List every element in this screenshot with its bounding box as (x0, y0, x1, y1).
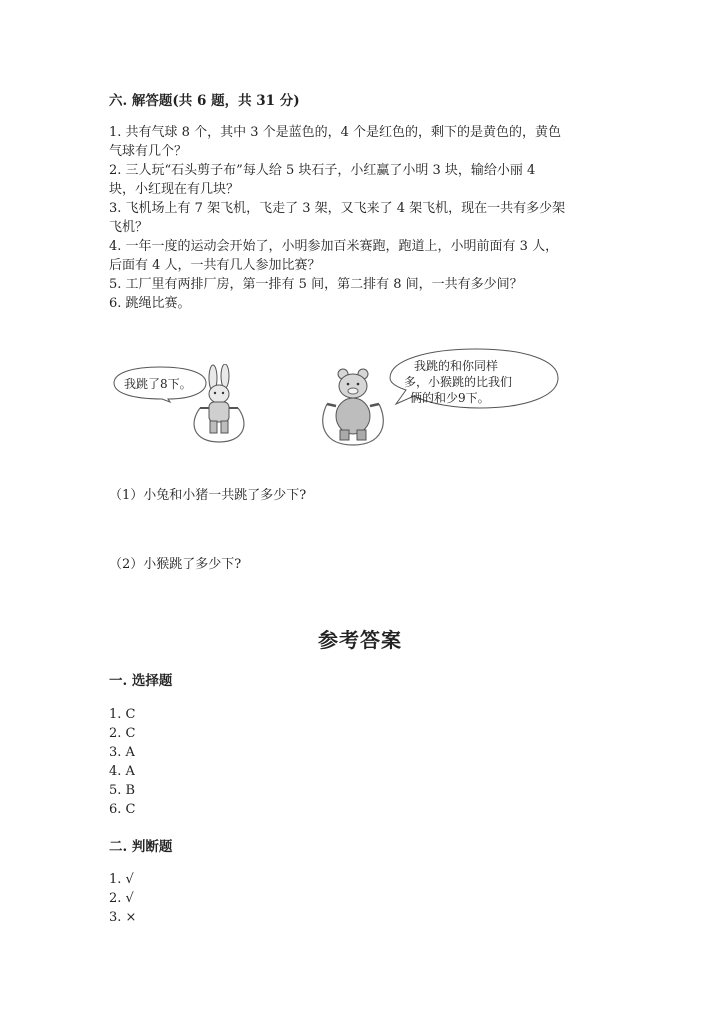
question-line: 6. 跳绳比赛。 (109, 296, 191, 311)
rabbit-bubble-text: 我跳了8下。 (124, 377, 192, 391)
answer-section-1-heading: 一. 选择题 (109, 673, 173, 689)
answer-section-2-heading: 二. 判断题 (109, 839, 173, 855)
answer-item: 2. C (109, 726, 136, 741)
question-line: 后面有 4 人，一共有几人参加比赛？ (109, 258, 321, 273)
answer-item: 2. √ (109, 891, 134, 906)
answer-item: 3. A (109, 745, 135, 760)
answer-item: 6. C (109, 802, 136, 817)
sub-question-1: （1）小兔和小猪一共跳了多少下? (109, 488, 307, 503)
question-line: 块，小红现在有几块？ (109, 182, 240, 197)
section-heading-6: 六. 解答题(共 6 题，共 31 分) (109, 93, 300, 109)
bear-bubble-text-3: 俩的和少9下。 (410, 391, 490, 405)
question-line: 1. 共有气球 8 个，其中 3 个是蓝色的，4 个是红色的，剩下的是黄色的，黄色 (109, 125, 562, 140)
bear-bubble-text-1: 我跳的和你同样 (414, 359, 499, 373)
sub-question-2: （2）小猴跳了多少下? (109, 557, 242, 572)
question-line: 4. 一年一度的运动会开始了，小明参加百米赛跑，跑道上，小明前面有 3 人， (109, 239, 559, 254)
bear-bubble-text-2: 多，小猴跳的比我们 (404, 375, 513, 389)
question-line: 5. 工厂里有两排厂房，第一排有 5 间，第二排有 8 间，一共有多少间？ (109, 277, 523, 292)
bear-icon (318, 366, 390, 446)
answer-item: 5. B (109, 783, 136, 798)
answer-item: 1. C (109, 707, 136, 722)
question-line: 3. 飞机场上有 7 架飞机，飞走了 3 架，又飞来了 4 架飞机，现在一共有多少架 (109, 201, 566, 216)
answer-item: 3. × (109, 910, 137, 925)
answer-item: 4. A (109, 764, 135, 779)
rabbit-icon (186, 364, 256, 444)
answer-title: 参考答案 (318, 628, 402, 652)
question-line: 飞机？ (109, 220, 149, 235)
question-line: 气球有几个？ (109, 144, 188, 159)
question-line: 2. 三人玩“石头剪子布”每人给 5 块石子，小红赢了小明 3 块，输给小丽 4 (109, 163, 536, 178)
answer-item: 1. √ (109, 872, 134, 887)
